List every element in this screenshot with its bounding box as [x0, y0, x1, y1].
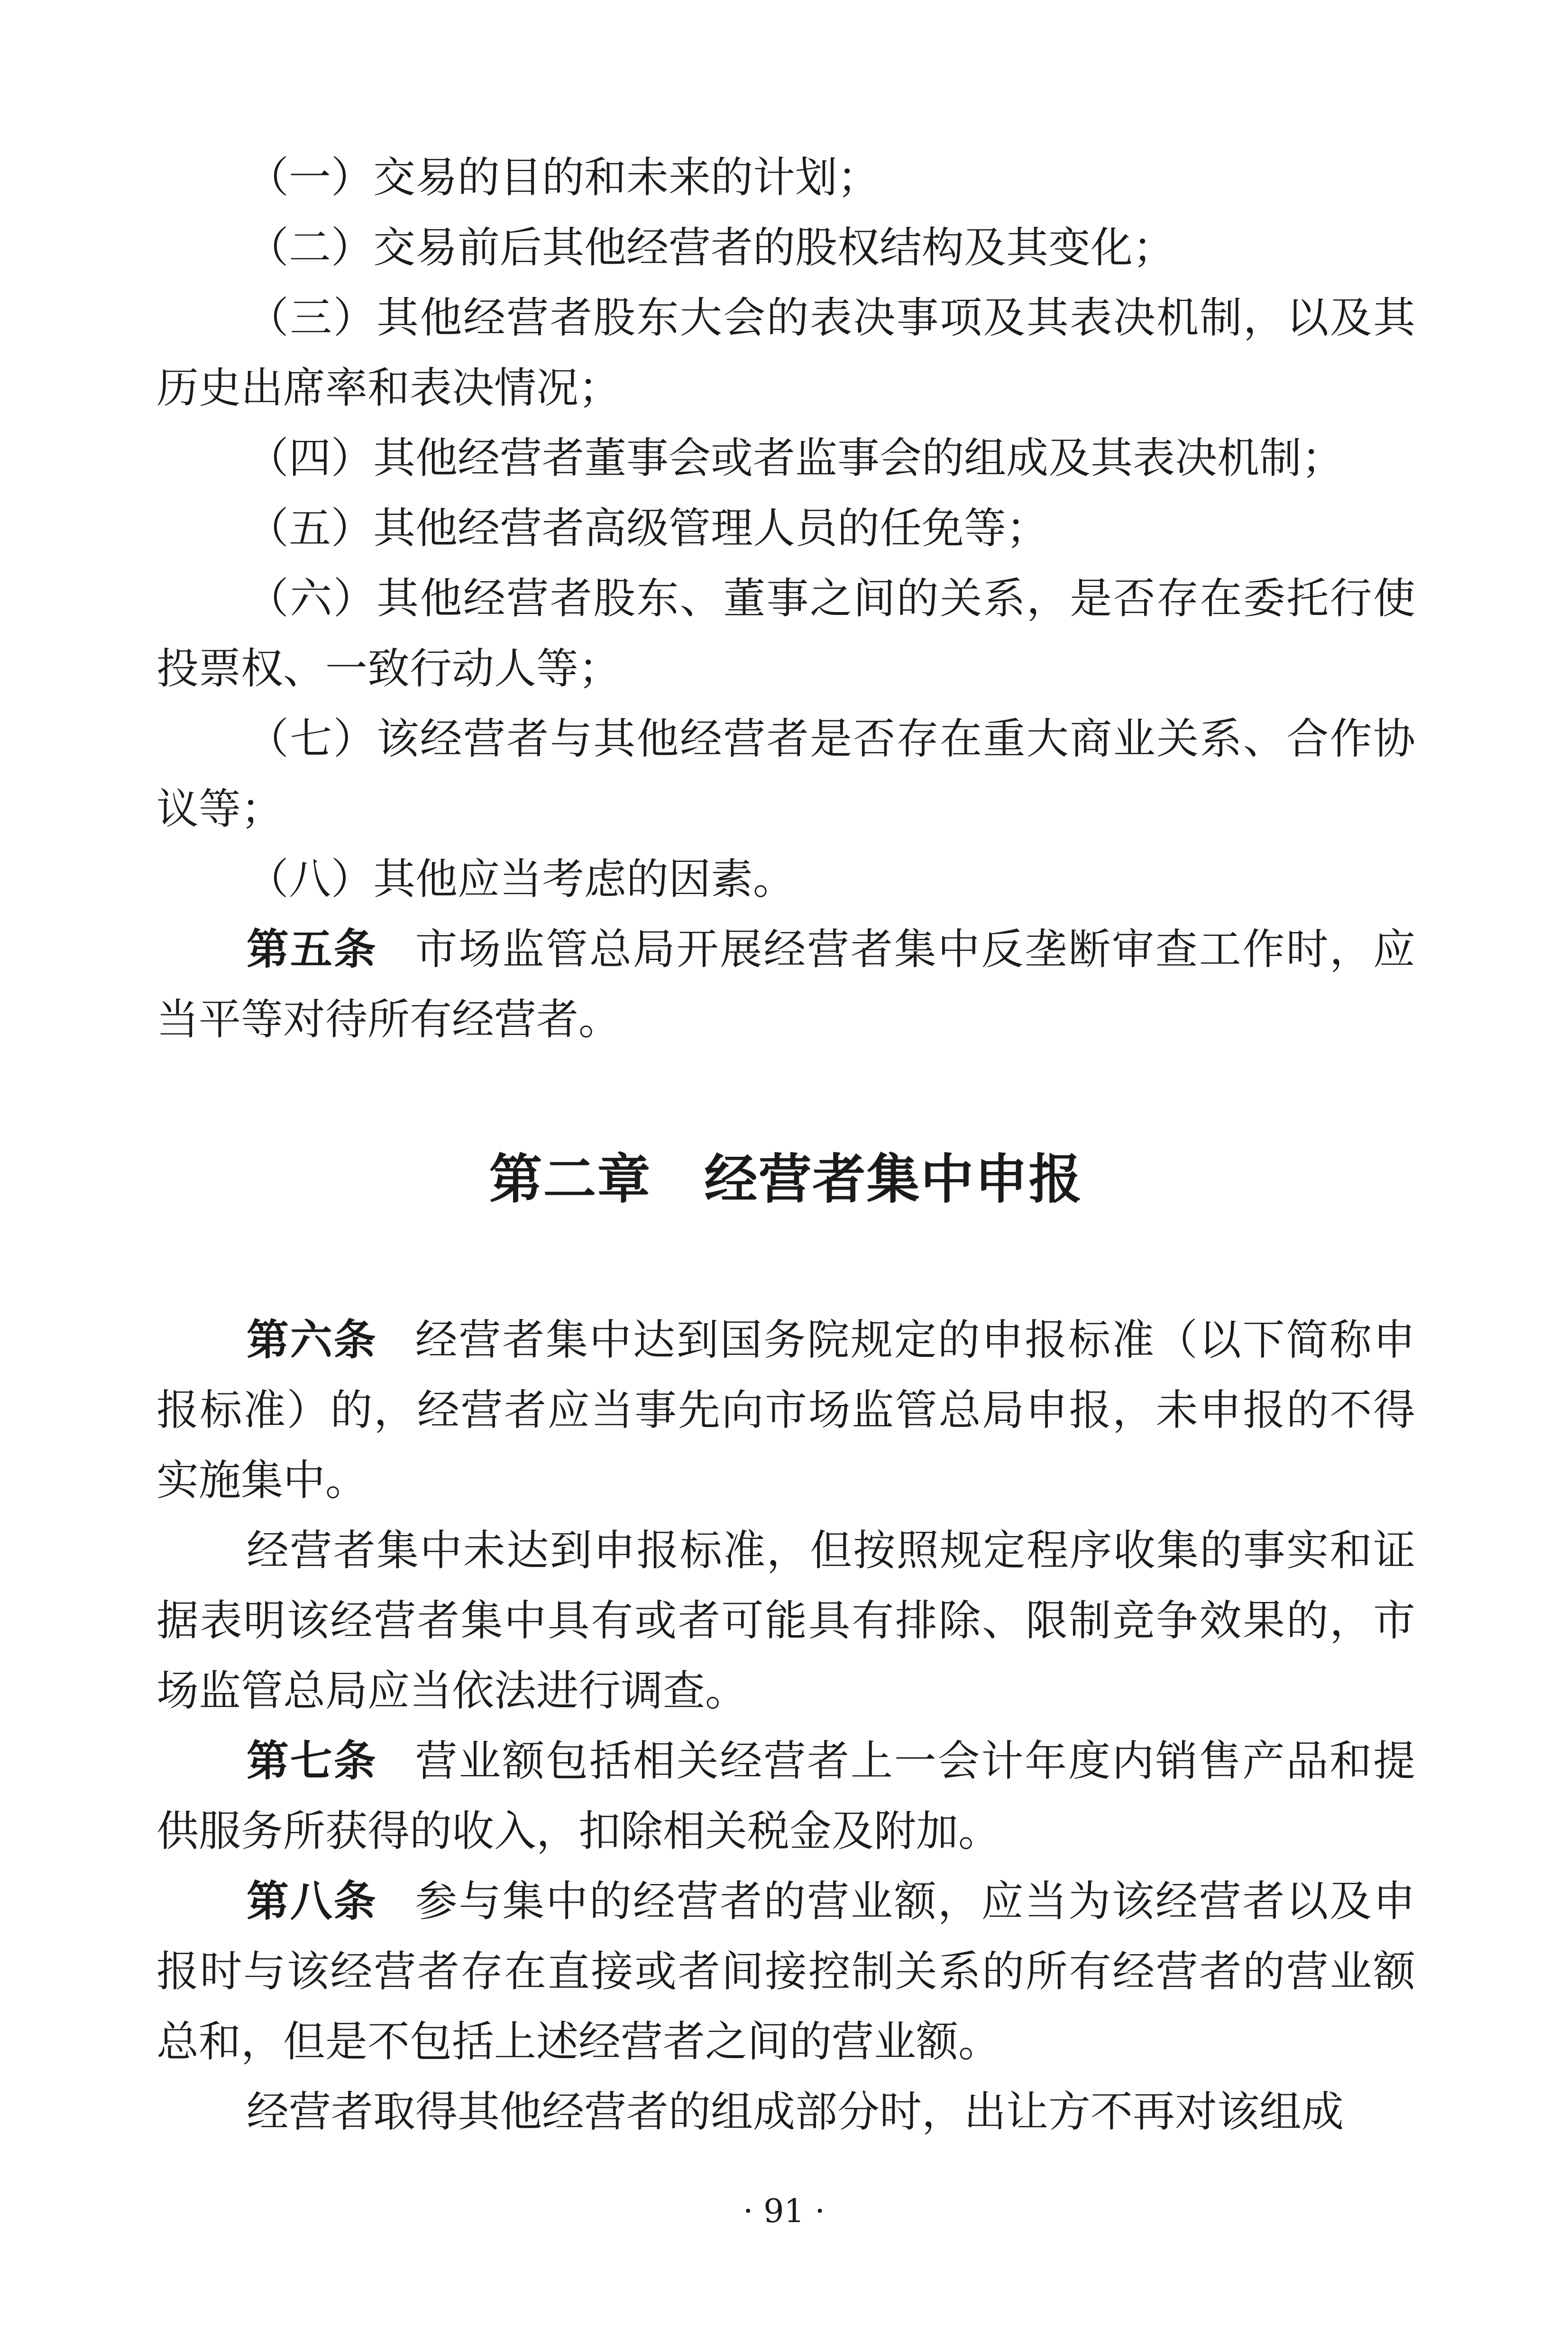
- item-3: （三）其他经营者股东大会的表决事项及其表决机制，以及其历史出席率和表决情况；: [156, 293, 1415, 412]
- chapter-heading: [156, 1144, 1415, 1215]
- article-6-label: 第六条: [247, 1315, 377, 1364]
- article-5: [156, 914, 1415, 1054]
- article-6-text: 经营者集中达到国务院规定的申报标准（以下简称申报标准）的，经营者应当事先向市场监管总局申报，未申报的不得实施集中。: [156, 1315, 1416, 1505]
- article-6-paragraph-2: 经营者集中未达到申报标准，但按照规定程序收集的事实和证据表明该经营者集中具有或者可能具有排除、限制竞争效果的，市场监管总局应当依法进行调查。: [156, 1526, 1415, 1715]
- article-8-label: 第八条: [247, 1876, 377, 1926]
- item-7: （七）该经营者与其他经营者是否存在重大商业关系、合作协议等；: [156, 714, 1415, 833]
- article-8: [156, 1866, 1415, 2077]
- chapter-title: 经营者集中申报: [704, 1149, 1083, 1210]
- page-number: · 91 ·: [743, 2193, 825, 2230]
- item-6: （六）其他经营者股东、董事之间的关系，是否存在委托行使投票权、一致行动人等；: [156, 574, 1415, 693]
- article-7-text: 营业额包括相关经营者上一会计年度内销售产品和提供服务所获得的收入，扣除相关税金及附加。: [156, 1736, 1416, 1856]
- item-1: （一）交易的目的和未来的计划；: [247, 153, 880, 202]
- article-7: [156, 1726, 1415, 1866]
- item-5: （五）其他经营者高级管理人员的任免等；: [247, 503, 1048, 553]
- item-8: （八）其他应当考虑的因素。: [247, 854, 795, 904]
- chapter-number: 第二章: [489, 1149, 651, 1210]
- article-7-label: 第七条: [247, 1736, 377, 1785]
- article-5-label: 第五条: [247, 924, 377, 974]
- article-8-paragraph-2: 经营者取得其他经营者的组成部分时，出让方不再对该组成: [247, 2087, 1344, 2136]
- item-4: （四）其他经营者董事会或者监事会的组成及其表决机制；: [247, 433, 1344, 483]
- item-2: （二）交易前后其他经营者的股权结构及其变化；: [247, 223, 1175, 272]
- article-5-text: 市场监管总局开展经营者集中反垄断审查工作时，应当平等对待所有经营者。: [156, 924, 1416, 1044]
- body-text: [156, 142, 1415, 2147]
- article-8-text: 参与集中的经营者的营业额，应当为该经营者以及申报时与该经营者存在直接或者间接控制关系的所有经营者的营业额总和，但是不包括上述经营者之间的营业额。: [156, 1876, 1416, 2066]
- article-6: [156, 1305, 1415, 1515]
